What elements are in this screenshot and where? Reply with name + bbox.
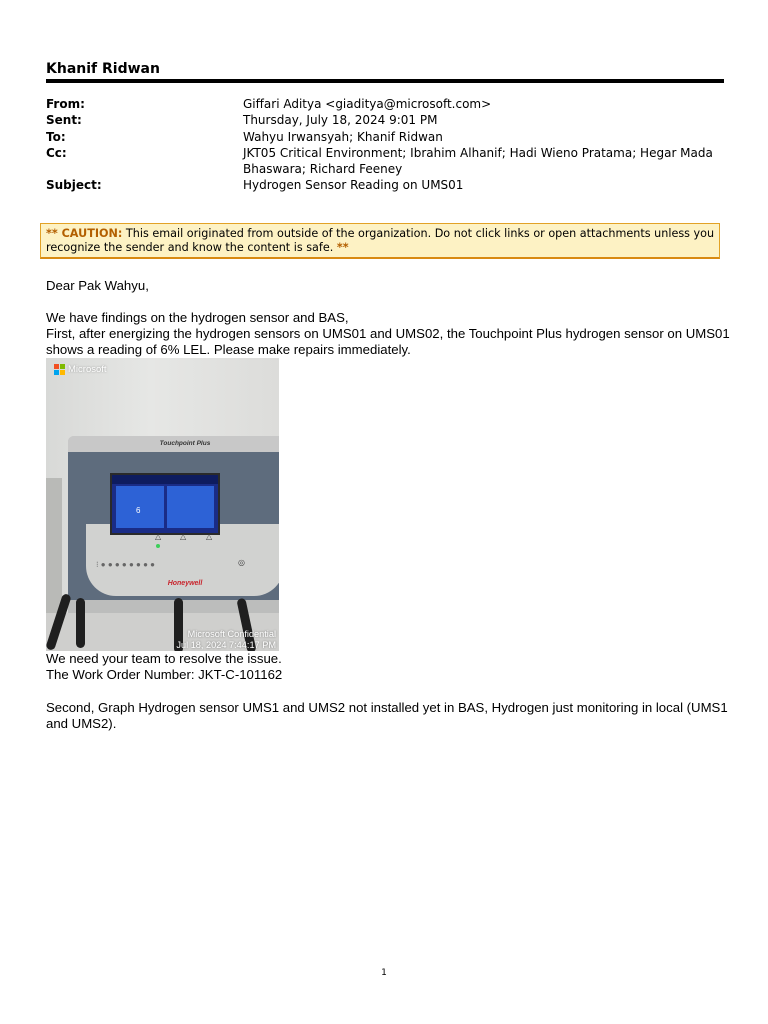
watermark-line-1: Microsoft Confidential — [187, 629, 276, 639]
cc-value: JKT05 Critical Environment; Ibrahim Alhanif; Hadi Wieno Pratama; Hegar Mada Bhaswara; Richard Feeney — [243, 145, 713, 177]
to-label: To: — [46, 129, 66, 144]
subject-value: Hydrogen Sensor Reading on UMS01 — [243, 178, 464, 193]
finding-two: Second, Graph Hydrogen sensor UMS1 and UMS2 not installed yet in BAS, Hydrogen just monitoring in local (UMS1 and UMS2). — [46, 700, 728, 732]
sent-label: Sent: — [46, 113, 82, 128]
alarm-triangle-icon: △ — [155, 532, 162, 541]
from-label: From: — [46, 97, 85, 111]
device-model-label: Touchpoint Plus — [159, 440, 211, 447]
finding-one: First, after energizing the hydrogen sensors on UMS01 and UMS02, the Touchpoint Plus hydrogen sensor on UMS01 shows a reading of 6% LEL. Please make repairs immediately. — [46, 326, 730, 358]
microsoft-logo-icon — [54, 364, 65, 375]
sent-row — [46, 112, 724, 128]
mute-icon: ◎ — [238, 558, 245, 567]
external-email-caution-banner — [40, 223, 720, 259]
greeting: Dear Pak Wahyu, — [46, 278, 149, 293]
cable — [76, 598, 85, 648]
caution-text: This email originated from outside of the organization. Do not click links or open attachments unless you recognize the sender and know the content is safe. — [46, 227, 715, 255]
email-headers — [46, 96, 724, 194]
to-value: Wahyu Irwansyah; Khanif Ridwan — [243, 129, 443, 144]
led-bar: ⁝ ● ● ● ● ● ● ● ● — [96, 560, 155, 569]
screen-reading: 6 — [136, 506, 141, 515]
watermark-timestamp: Jul 18, 2024 7:44:17 PM — [176, 640, 276, 650]
subject-row — [46, 177, 724, 193]
resolve-line: We need your team to resolve the issue. — [46, 651, 282, 666]
microsoft-logo-text: Microsoft — [68, 364, 107, 375]
to-row — [46, 129, 724, 145]
photo-watermark — [176, 629, 276, 651]
warning-triangle-icon: △ — [206, 532, 213, 541]
page-number: 1 — [381, 968, 387, 978]
mailbox-owner-name: Khanif Ridwan — [46, 61, 160, 77]
subject-label: Subject: — [46, 178, 102, 193]
sensor-photo — [46, 358, 279, 651]
caution-prefix: ** CAUTION: — [46, 227, 123, 240]
device-brand-label: Honeywell — [167, 580, 203, 587]
cc-row — [46, 145, 724, 178]
microsoft-logo — [54, 364, 107, 375]
cc-label: Cc: — [46, 145, 67, 160]
status-led — [156, 544, 160, 548]
caution-suffix: ** — [336, 241, 349, 255]
sent-value: Thursday, July 18, 2024 9:01 PM — [243, 113, 438, 128]
fault-triangle-icon: △ — [180, 532, 187, 541]
from-row — [46, 96, 724, 112]
intro-line: We have findings on the hydrogen sensor and BAS, — [46, 310, 349, 325]
work-order-line: The Work Order Number: JKT-C-101162 — [46, 667, 283, 682]
device-screen — [110, 473, 220, 535]
header-divider — [46, 79, 724, 83]
from-value: Giffari Aditya <giaditya@microsoft.com> — [243, 97, 492, 111]
